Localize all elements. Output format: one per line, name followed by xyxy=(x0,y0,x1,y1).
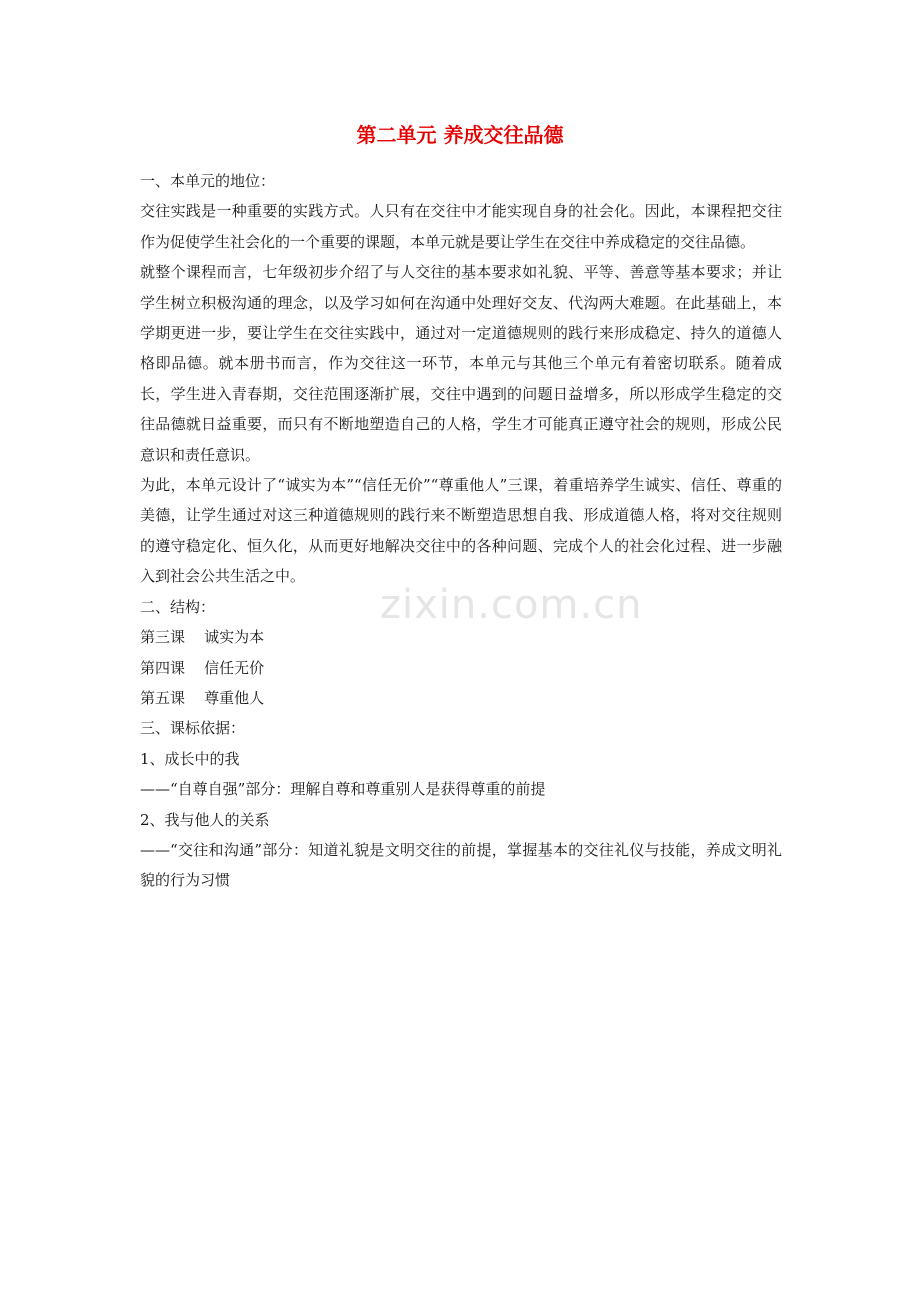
standard-detail: ——“交往和沟通”部分：知道礼貌是文明交往的前提，掌握基本的交往礼仪与技能，养成文明礼貌的行为习惯 xyxy=(140,840,782,890)
lesson-item: 第三课 诚实为本 xyxy=(140,628,265,647)
section-heading-standards: 三、课标依据： xyxy=(140,719,246,738)
paragraph: 交往实践是一种重要的实践方式。人只有在交往中才能实现自身的社会化。因此，本课程把交往作为促使学生社会化的一个重要的课题，本单元就是要让学生在交往中养成稳定的交往品德。 xyxy=(140,202,782,251)
standard-item: 1、成长中的我 xyxy=(140,749,240,768)
paragraph: 就整个课程而言，七年级初步介绍了与人交往的基本要求如礼貌、平等、善意等基本要求；并让学生树立积极沟通的理念，以及学习如何在沟通中处理好交友、代沟两大难题。在此基础上，本学期更进一步，要让学生在交往实践中，通过对一定道德规则的践行来形成稳定、持久的道德人格即品德。就本册书而言，作为交往这一环节，本单元与其他三个单元有着密切联系。随着成长，学生进入青春期，交往范围逐渐扩展，交往中遇到的问题日益增多，所以形成学生稳定的交往品德就日益重要，而只有不断地塑造自己的人格，学生才可能真正遵守社会的规则，形成公民意识和责任意识。 xyxy=(140,263,782,464)
paragraph: 为此，本单元设计了“诚实为本”“信任无价”“尊重他人”三课，着重培养学生诚实、信任、尊重的美德，让学生通过对这三种道德规则的践行来不断塑造思想自我、形成道德人格，将对交往规则的遵守稳定化、恒久化，从而更好地解决交往中的各种问题、完成个人的社会化过程、进一步融入到社会公共生活之中。 xyxy=(140,476,782,586)
standard-item: 2、我与他人的关系 xyxy=(140,810,270,829)
section-heading-structure: 二、结构： xyxy=(140,597,216,616)
lesson-item: 第五课 尊重他人 xyxy=(140,688,265,707)
standard-detail: ——“自尊自强”部分：理解自尊和尊重别人是获得尊重的前提 xyxy=(140,780,546,799)
document-body xyxy=(140,166,782,896)
section-heading-position: 一、本单元的地位： xyxy=(140,172,276,190)
lesson-item: 第四课 信任无价 xyxy=(140,658,265,677)
document-title: 第二单元 养成交往品德 xyxy=(356,123,564,147)
watermark: zixin.com.cn xyxy=(380,582,643,628)
